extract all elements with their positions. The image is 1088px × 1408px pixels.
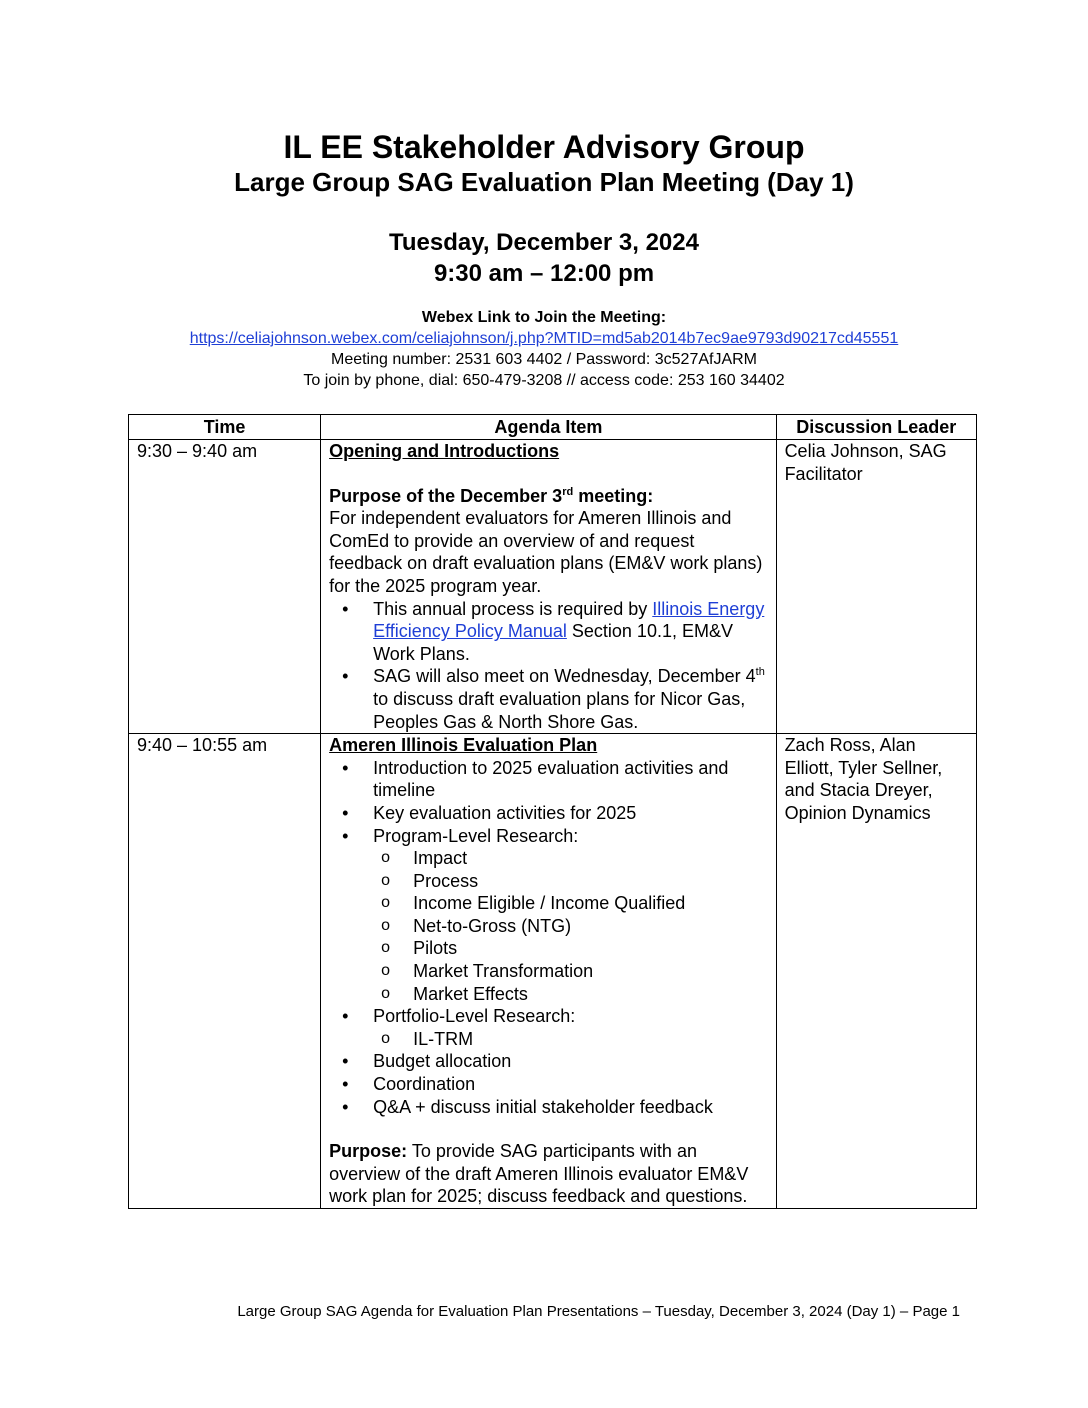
sub-list-item: o IL-TRM [413, 1028, 767, 1051]
purpose-text: For independent evaluators for Ameren Illinois and ComEd to provide an overview of and request feedback on draft evaluation plans (EM&V work plans) for the 2025 program year. [329, 508, 763, 596]
table-row [129, 734, 977, 1209]
page-footer: Large Group SAG Agenda for Evaluation Plan Presentations – Tuesday, December 3, 2024 (Day 1) – Page 1 [237, 1303, 960, 1320]
document-title: IL EE Stakeholder Advisory Group [283, 129, 805, 165]
row-leader: Zach Ross, Alan Elliott, Tyler Sellner, and Stacia Dreyer, Opinion Dynamics [776, 734, 976, 1209]
list-item: • Key evaluation activities for 2025 [373, 802, 767, 825]
webex-label: Webex Link to Join the Meeting: [421, 309, 667, 326]
meeting-time: 9:30 am – 12:00 pm [433, 260, 655, 287]
agenda-table [128, 414, 977, 1209]
phone-info: To join by phone, dial: 650-479-3208 // access code: 253 160 34402 [303, 372, 785, 389]
table-header-row [129, 415, 977, 440]
webex-link[interactable]: https://celiajohnson.webex.com/celiajohnson/j.php?MTID=md5ab2014b7ec9ae9793d90217cd45551 [189, 330, 899, 347]
sub-list-item: o Process [413, 870, 767, 893]
sub-list-item: o Impact [413, 847, 767, 870]
sub-list-item: o Net-to-Gross (NTG) [413, 915, 767, 938]
list-item: • Budget allocation [373, 1050, 767, 1073]
policy-manual-link[interactable]: Illinois Energy Efficiency Policy Manual [373, 598, 765, 642]
sub-list-item: o Market Effects [413, 983, 767, 1006]
list-item: • This annual process is required by Illinois Energy Efficiency Policy Manual Section 10.1, EM&V Work Plans. [373, 598, 767, 666]
document-subtitle: Large Group SAG Evaluation Plan Meeting (Day 1) [234, 167, 854, 197]
list-item: • SAG will also meet on Wednesday, December 4th to discuss draft evaluation plans for Nicor Gas, Peoples Gas & North Shore Gas. [373, 665, 767, 733]
meeting-date: Tuesday, December 3, 2024 [389, 229, 699, 256]
list-item: • Introduction to 2025 evaluation activities and timeline [373, 757, 767, 802]
row-agenda [321, 440, 776, 734]
sub-list-item: o Pilots [413, 937, 767, 960]
header-agenda-item: Agenda Item [321, 415, 776, 440]
purpose-label: Purpose of the December 3rd meeting: [329, 485, 654, 506]
item-title: Opening and Introductions [329, 441, 560, 461]
purpose-paragraph: Purpose: To provide SAG participants with an overview of the draft Ameren Illinois evaluator EM&V work plan for 2025; discuss feedback and questions. [329, 1141, 749, 1207]
row-leader: Celia Johnson, SAG Facilitator [776, 440, 976, 734]
table-row [129, 440, 977, 734]
sub-list-item: o Market Transformation [413, 960, 767, 983]
row-time: 9:30 – 9:40 am [129, 440, 321, 734]
document-header [0, 128, 1088, 391]
webex-info [0, 307, 1088, 391]
list-item: • Program-Level Research: o Impact o Process o Income Eligible / Income Qualified o Net-to-Gross (NTG) o Pilots o Market Transformation o Market Effects [373, 825, 767, 1006]
list-item: • Q&A + discuss initial stakeholder feedback [373, 1096, 767, 1119]
header-discussion-leader: Discussion Leader [776, 415, 976, 440]
row-time: 9:40 – 10:55 am [129, 734, 321, 1209]
item-title: Ameren Illinois Evaluation Plan [329, 735, 598, 756]
row-agenda [321, 734, 776, 1209]
sub-list-item: o Income Eligible / Income Qualified [413, 892, 767, 915]
purpose-label: Purpose: [329, 1141, 408, 1162]
list-item: • Portfolio-Level Research: o IL-TRM [373, 1005, 767, 1050]
meeting-number: Meeting number: 2531 603 4402 / Password: 3c527AfJARM [330, 351, 758, 368]
header-time: Time [129, 415, 321, 440]
list-item: • Coordination [373, 1073, 767, 1096]
